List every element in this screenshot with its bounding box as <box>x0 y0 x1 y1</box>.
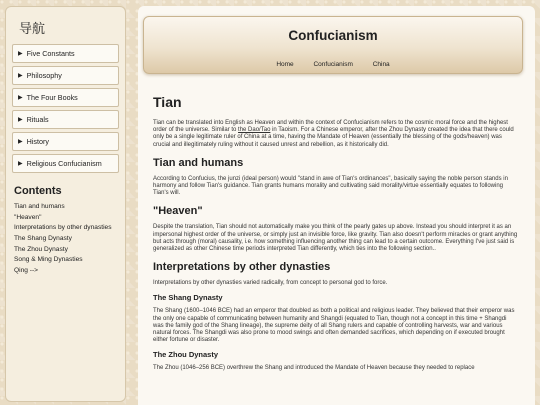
nav-item-label: Philosophy <box>26 71 62 80</box>
topnav-home-link[interactable]: Home <box>276 61 294 68</box>
topnav-confucianism-link[interactable]: Confucianism <box>313 61 353 68</box>
triangle-right-icon: ▶ <box>18 73 23 79</box>
nav-item-philosophy[interactable] <box>12 66 119 85</box>
sidebar <box>5 6 126 402</box>
toc-title: Contents <box>14 185 62 197</box>
intro-text-b: in Taoism. For a Chinese emperor, after the Zhou Dynasty created the idea that there could only be a single legitimate ruler of China at a time, having the Mandate of Heaven (essentially the blessing of the gods/heaven) was crucial and illegitimately ruling without it caused unrest and rebellion, as it historically did. <box>153 127 514 148</box>
nav-item-label: Religious Confucianism <box>26 159 102 168</box>
nav-item-history[interactable] <box>12 132 119 151</box>
toc-item-qing[interactable]: Qing --> <box>14 267 39 275</box>
section-heading-interpretations: Interpretations by other dynasties <box>153 261 331 274</box>
topnav-china-link[interactable]: China <box>372 61 390 68</box>
top-navigation <box>144 61 522 68</box>
nav-item-religious-confucianism[interactable] <box>12 154 119 173</box>
article-title: Tian <box>153 94 182 110</box>
section-heading-heaven: "Heaven" <box>153 205 203 218</box>
article <box>153 94 518 379</box>
nav-item-rituals[interactable] <box>12 110 119 129</box>
toc-item-zhou-dynasty[interactable]: The Zhou Dynasty <box>14 245 68 253</box>
toc-item-tian-and-humans[interactable]: Tian and humans <box>14 203 65 210</box>
section-heading-tian-and-humans: Tian and humans <box>153 156 244 169</box>
nav-item-label: History <box>26 137 49 146</box>
triangle-right-icon: ▶ <box>18 161 23 167</box>
toc-item-interpretations[interactable]: Interpretations by other dynasties <box>14 224 112 232</box>
toc-item-song-ming[interactable]: Song & Ming Dynasties <box>14 256 83 264</box>
intro-text-a: Tian can be translated into English as Heaven and within the context of Confucianism refers to the cosmic moral force and the highest order of the universe. Similar to <box>153 120 508 134</box>
section-text-zhou: The Zhou (1046–256 BCE) overthrew the Shang and introduced the Mandate of Heaven because they needed to replace <box>153 365 475 372</box>
section-text-interpretations: Interpretations by other dynasties varied radically, from concept to personal god to force. <box>153 280 388 287</box>
site-title: Confucianism <box>288 28 378 43</box>
nav-item-label: The Four Books <box>26 93 78 102</box>
nav-item-five-constants[interactable] <box>12 44 119 63</box>
triangle-right-icon: ▶ <box>18 95 23 101</box>
site-header <box>143 16 523 74</box>
section-heading-zhou: The Zhou Dynasty <box>153 350 219 360</box>
section-text-tian-and-humans: According to Confucius, the junzi (ideal person) would "stand in awe of Tian's ordinances", basically saying the noble person stands in harmony and follow Tian's guidance. Tian grants humans morality and cultivating said morality/virtue essentially equates to following Tian's will. <box>153 175 508 197</box>
intro-paragraph <box>153 120 518 149</box>
triangle-right-icon: ▶ <box>18 139 23 145</box>
nav-item-four-books[interactable] <box>12 88 119 107</box>
section-heading-shang: The Shang Dynasty <box>153 293 223 303</box>
toc-item-shang-dynasty[interactable]: The Shang Dynasty <box>14 235 72 243</box>
section-text-shang: The Shang (1600–1046 BCE) had an emperor that doubled as both a political and religious leader. They believed that their emperor was the only one capable of communicating between humanity and Shangdi (equated to Tian, though not a concept in this time + Shangdi was the family god of the Shang lineage), the supreme deity of all Shang rulers and capable of controlling harvests, war and various natural forces. The Shangdi was also prone to mood swings and often demanded sacrifices, which depending on if executed brought either fortune or disaster. <box>153 308 515 344</box>
nav-item-label: Five Constants <box>26 49 75 58</box>
main-content-panel <box>138 6 535 405</box>
toc-item-heaven[interactable]: "Heaven" <box>14 213 42 221</box>
section-text-heaven: Despite the translation, Tian should not automatically make you think of the pearly gates up above. Instead you should interpret it as an impersonal highest order of the universe, or simply just an invisible force, like gravity. Tian also doesn't perform miracles or grant anything but acts through (moral) causality, i.e. how something influencing another thing can lead to a certain outcome. Everything I've just said is generalized as other Chinese time periods interpreted Tian differently, which ties into the following section.. <box>153 224 518 253</box>
nav-title: 导航 <box>19 21 46 36</box>
triangle-right-icon: ▶ <box>18 117 23 123</box>
nav-item-label: Rituals <box>26 115 49 124</box>
triangle-right-icon: ▶ <box>18 51 23 57</box>
dao-tao-link[interactable]: the Dao/Tao <box>238 127 271 134</box>
